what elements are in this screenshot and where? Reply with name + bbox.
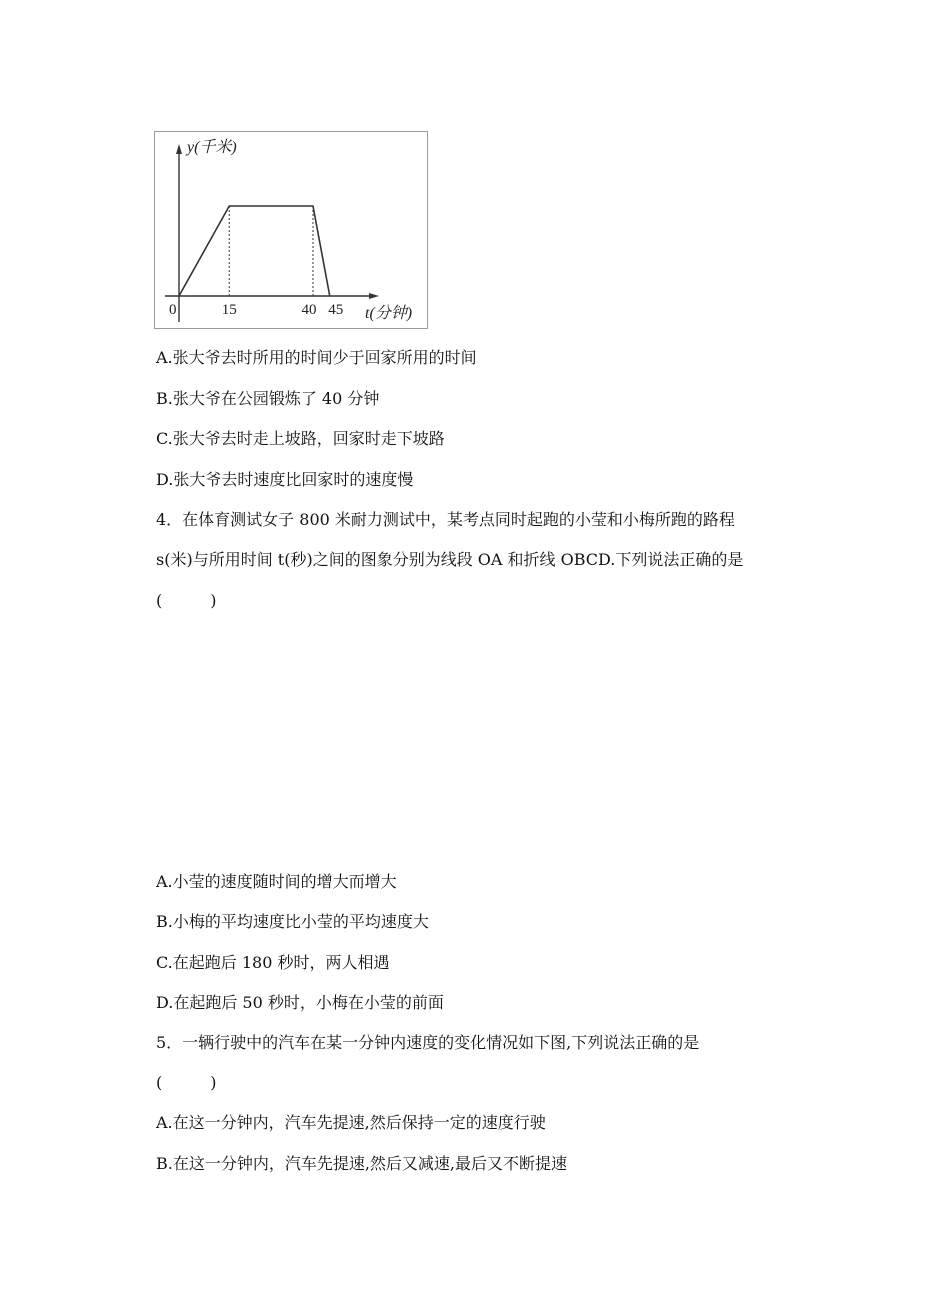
x-axis-label: t(分钟) [365,305,413,322]
x-axis-arrow [369,293,379,299]
q3-option-a: A.张大爷去时所用的时间少于回家所用的时间 [156,348,477,367]
y-axis-label: y(千米) [187,139,237,156]
q4-stem-line-1: 4．在体育测试女子 800 米耐力测试中，某考点同时起跑的小莹和小梅所跑的路程 [156,510,735,529]
q5-answer-parentheses [156,1072,217,1094]
paren-close: ) [210,1073,217,1092]
q5-stem-line-1: 5．一辆行驶中的汽车在某一分钟内速度的变化情况如下图,下列说法正确的是 [156,1033,700,1052]
q4-answer-parentheses [156,590,217,612]
q3-option-b: B.张大爷在公园锻炼了 40 分钟 [156,389,380,408]
x-tick-label-15: 15 [221,302,237,318]
distance-series-line [179,206,330,296]
q5-option-a: A.在这一分钟内，汽车先提速,然后保持一定的速度行驶 [156,1113,546,1132]
graph-svg [155,132,427,328]
y-axis-arrow [176,144,182,154]
paren-open: ( [156,591,163,610]
x-tick-label-45: 45 [328,302,344,318]
q3-option-c: C.张大爷去时走上坡路，回家时走下坡路 [156,429,445,448]
q4-option-a: A.小莹的速度随时间的增大而增大 [156,872,397,891]
q4-option-b: B.小梅的平均速度比小莹的平均速度大 [156,912,429,931]
x-tick-label-40: 40 [301,302,317,318]
q4-option-d: D.在起跑后 50 秒时，小梅在小莹的前面 [156,993,444,1012]
q3-option-d: D.张大爷去时速度比回家时的速度慢 [156,470,414,489]
paren-open: ( [156,1073,163,1092]
origin-label: 0 [169,302,177,318]
q5-option-b: B.在这一分钟内，汽车先提速,然后又减速,最后又不断提速 [156,1154,568,1173]
q4-stem-line-2: s(米)与所用时间 t(秒)之间的图象分别为线段 OA 和折线 OBCD.下列说法正确的是 [156,550,744,569]
distance-time-graph [154,131,428,329]
q4-option-c: C.在起跑后 180 秒时，两人相遇 [156,953,390,972]
paren-close: ) [210,591,217,610]
